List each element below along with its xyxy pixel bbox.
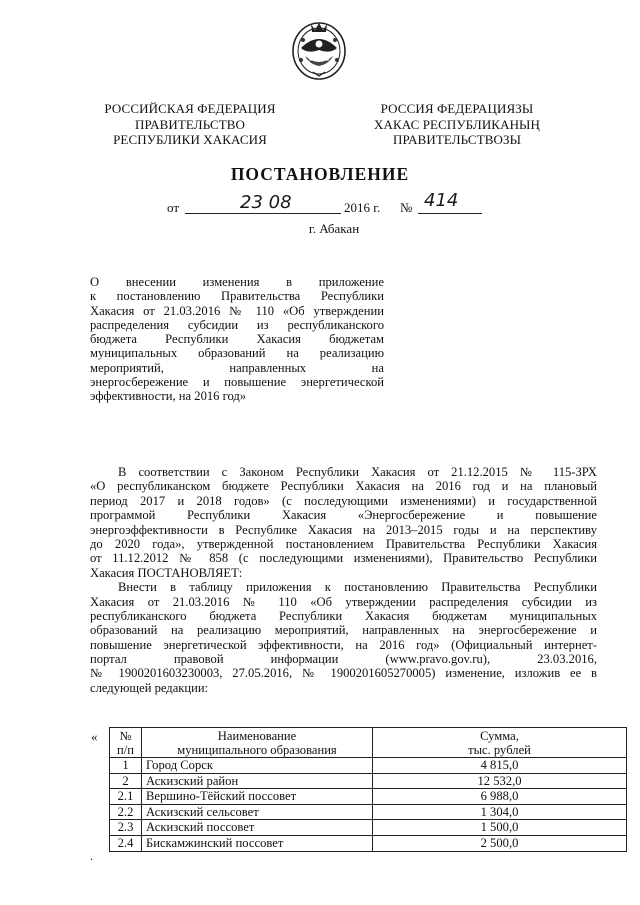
- body-line: республиканского бюджета Республики Хакасия бюджетам муниципальных: [90, 608, 597, 623]
- table-row: [110, 804, 627, 820]
- subject-line: бюджета Республики Хакасия бюджетам: [90, 332, 384, 347]
- body-line: энергоэффективности в Республике Хакасия на 2013–2015 годы и на перспективу: [90, 522, 597, 537]
- number-label: №: [400, 200, 413, 215]
- body-line: следующей редакции:: [90, 680, 209, 695]
- subject-line: О внесении изменения в приложение: [90, 275, 384, 289]
- subject-line: муниципальных образований на реализацию: [90, 346, 384, 361]
- row-sum: 2 500,0: [373, 835, 627, 851]
- header-num-line: №: [119, 728, 132, 743]
- row-num: 2.4: [110, 835, 142, 851]
- header-left-line: ПРАВИТЕЛЬСТВО: [134, 116, 246, 132]
- body-line: программой Республики Хакасия «Энергосбережение и повышение: [90, 508, 597, 523]
- body-line: В соответствии с Законом Республики Хакасия от 21.12.2015 № 115-ЗРХ: [118, 465, 597, 479]
- body-line: период 2017 и 2018 годов» (с последующими изменениями) и государственной: [90, 493, 597, 508]
- header-left-line: РЕСПУБЛИКИ ХАКАСИЯ: [113, 132, 267, 147]
- header-left: [85, 101, 295, 148]
- header-right-line: ПРАВИТЕЛЬСТВОЗЫ: [392, 132, 522, 147]
- row-name: Аскизский поссовет: [142, 820, 373, 836]
- row-name: Аскизский район: [142, 773, 373, 789]
- header-right: [352, 101, 562, 148]
- row-sum: 1 304,0: [373, 804, 627, 820]
- header-left-line: РОССИЙСКАЯ ФЕДЕРАЦИЯ: [104, 101, 276, 116]
- row-num: 1: [110, 758, 142, 774]
- subject-line: распределения субсидии из республиканского: [90, 317, 384, 332]
- table-header-row: [110, 728, 627, 758]
- table-row: [110, 835, 627, 851]
- row-name: Аскизский сельсовет: [142, 804, 373, 820]
- row-num: 2.1: [110, 789, 142, 805]
- body-line: повышение энергетической эффективности, на 2016 год» (Официальный интернет-: [90, 637, 597, 652]
- coat-of-arms-emblem: [291, 20, 347, 80]
- row-num: 2.3: [110, 820, 142, 836]
- subject-line: энергосбережение и повышение энергетической: [90, 375, 384, 390]
- subject-line: Хакасия от 21.03.2016 № 110 «Об утверждении: [90, 303, 384, 318]
- subject-line: эффективности, на 2016 год»: [90, 389, 247, 404]
- header-name-line: муниципального образования: [177, 742, 337, 757]
- header-sum-line: тыс. рублей: [468, 742, 531, 757]
- subject-line: к постановлению Правительства Республики: [90, 289, 384, 304]
- header-right-line: РОССИЯ ФЕДЕРАЦИЯЗЫ: [380, 101, 534, 116]
- body-line: от 11.12.2012 № 858 (с последующими изменениями), Правительство Республики: [90, 551, 597, 566]
- header-sum: [373, 728, 627, 758]
- body-line: № 1900201603230003, 27.05.2016, № 1900201605270005) изменение, изложив ее в: [90, 666, 597, 681]
- header-num: [110, 728, 142, 758]
- body-line: портал правовой информации (www.pravo.gov.ru), 23.03.2016,: [90, 652, 597, 667]
- subject-block: [90, 275, 384, 404]
- row-sum: 6 988,0: [373, 789, 627, 805]
- body-line: образований на реализацию мероприятий, направленных на энергосбережение и: [90, 623, 597, 638]
- header-name-line: Наименование: [217, 728, 297, 743]
- body-text: [90, 465, 597, 695]
- table-row: [110, 820, 627, 836]
- row-name: Вершино-Тёйский поссовет: [142, 789, 373, 805]
- row-sum: 12 532,0: [373, 773, 627, 789]
- header-sum-line: Сумма,: [480, 728, 519, 743]
- year-label: 2016 г.: [344, 200, 381, 215]
- body-line: до 2020 года», утвержденной постановлением Правительства Республики Хакасия: [90, 536, 597, 551]
- subject-line: мероприятий, направленных на: [90, 360, 384, 375]
- row-sum: 1 500,0: [373, 820, 627, 836]
- table-row: [110, 773, 627, 789]
- body-line: Хакасия от 21.03.2016 № 110 «Об утверждении распределения субсидии из: [90, 594, 597, 609]
- header-right-line: ХАКАС РЕСПУБЛИКАНЫҢ: [374, 116, 540, 132]
- city: г. Абакан: [308, 221, 360, 236]
- body-line: «О республиканском бюджете Республики Хакасия на 2016 год и на плановый: [90, 479, 597, 494]
- table-row: [110, 789, 627, 805]
- table-open-quote: «: [91, 729, 98, 744]
- document-title: ПОСТАНОВЛЕНИЕ: [230, 164, 410, 184]
- header-name: [142, 728, 373, 758]
- margin-mark: .: [90, 849, 93, 863]
- row-name: Бискамжинский поссовет: [142, 835, 373, 851]
- row-num: 2: [110, 773, 142, 789]
- number-handwritten: 414: [424, 190, 459, 211]
- row-sum: 4 815,0: [373, 758, 627, 774]
- table-row: [110, 758, 627, 774]
- date-from-label: от: [167, 200, 180, 215]
- row-num: 2.2: [110, 804, 142, 820]
- row-name: Город Сорск: [142, 758, 373, 774]
- subsidy-table: [109, 727, 627, 852]
- body-line: Хакасия ПОСТАНОВЛЯЕТ:: [90, 565, 243, 580]
- date-handwritten: 23 08: [240, 192, 292, 213]
- body-line: Внести в таблицу приложения к постановлению Правительства Республики: [118, 580, 597, 595]
- header-num-line: п/п: [117, 742, 134, 757]
